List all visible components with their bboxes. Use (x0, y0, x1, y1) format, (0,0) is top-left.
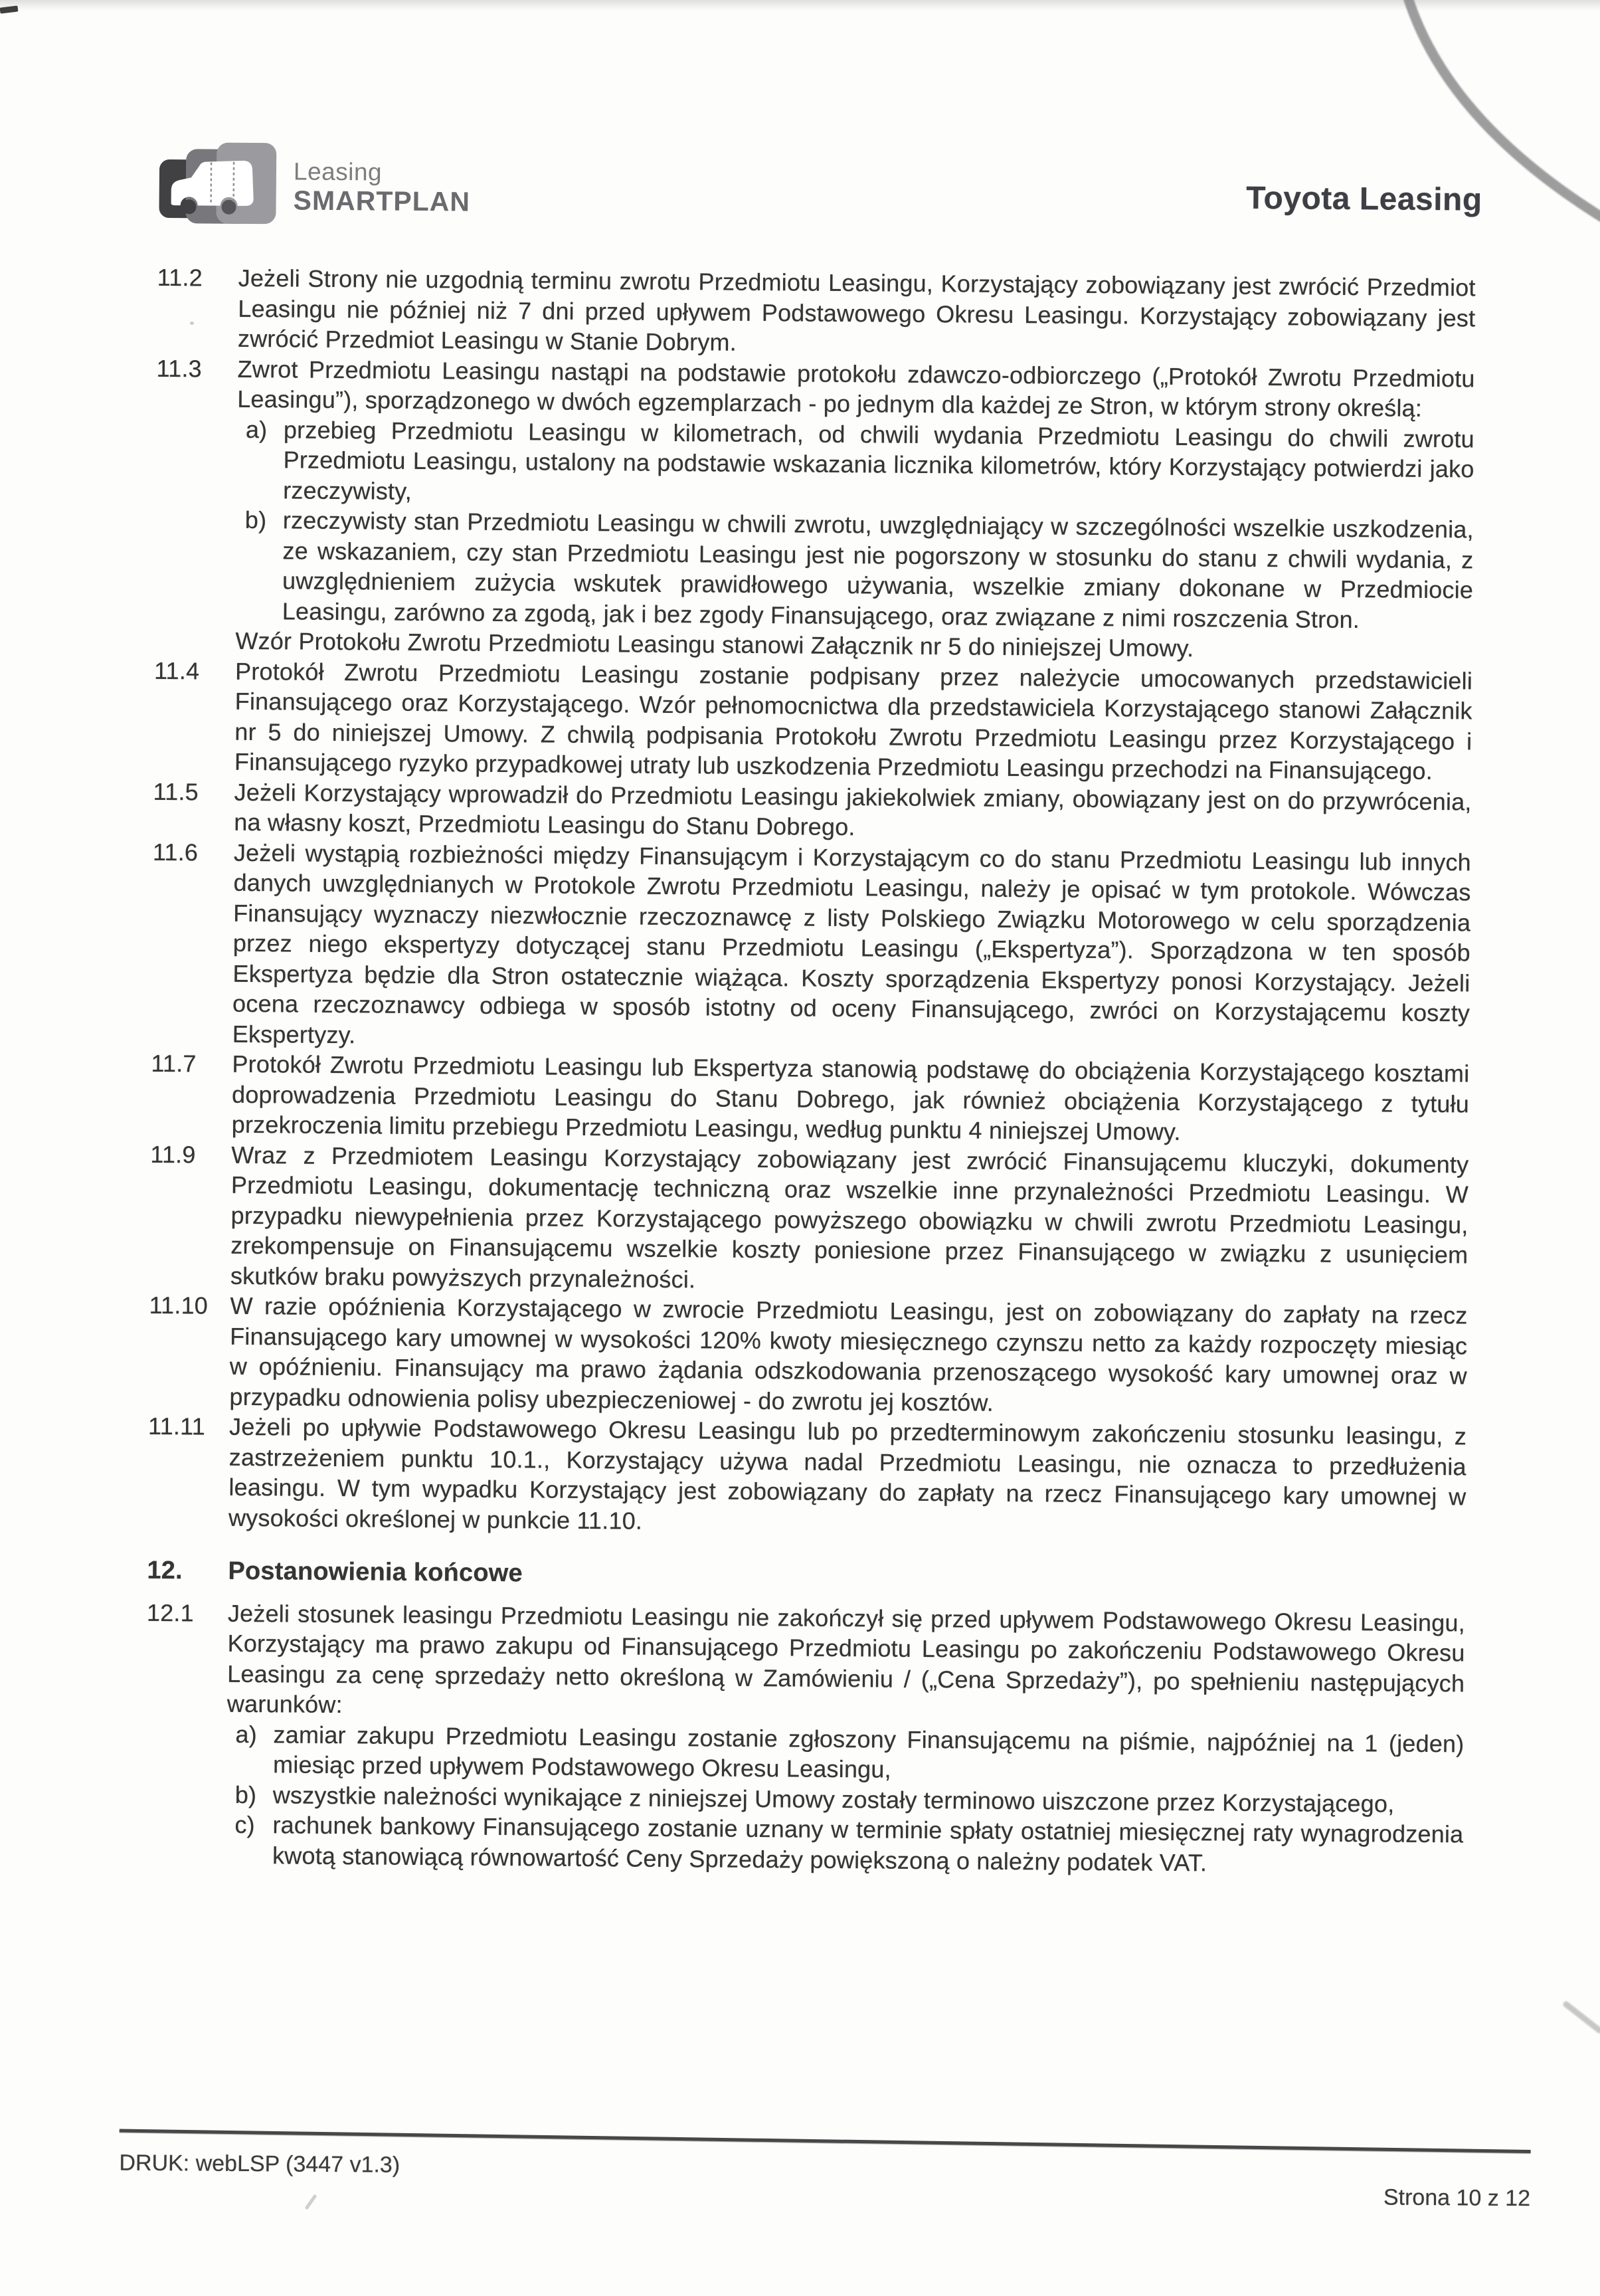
clause-text: Jeżeli po upływie Podstawowego Okresu Leasingu lub po przedterminowym zakończeniu stosunku leasingu, z zastrzeżeniem punktu 10.1., Korzystający używa nadal Przedmiotu Leasingu, nie oznacza to przedłużenia leasingu. W tym wypadku Korzystający jest zobowiązany do zapłaty na rzecz Finansującego kary umownej w wysokości określonej w punkcie 11.10. (228, 1412, 1467, 1543)
clause-number: 11.9 (150, 1139, 231, 1169)
clause-number: 11.5 (153, 776, 234, 807)
subitem-label: b) (245, 505, 283, 535)
section-number: 12. (147, 1556, 228, 1586)
clause-number: 11.6 (153, 836, 234, 867)
subitem-label: c) (234, 1810, 272, 1840)
subitem-12-1-a (145, 1718, 1465, 1789)
clause-text: Jeżeli Strony nie uzgodnią terminu zwrotu Przedmiotu Leasingu, Korzystający zobowiązany jest zwrócić Przedmiot Leasingu nie później niż 7 dni przed upływem Podstawowego Okresu Leasingu. Korzystający zobowiązany jest zwrócić Przedmiot Leasingu w Stanie Dobrym. (238, 263, 1476, 363)
subitem-label: a) (235, 1719, 273, 1749)
page-header (157, 140, 1482, 250)
smartplan-logo (157, 140, 470, 235)
clause-number: 11.10 (149, 1290, 230, 1321)
clause-11-4 (153, 655, 1472, 787)
clause-12-1 (146, 1597, 1465, 1729)
logo-wordmark (293, 158, 470, 217)
footer-divider (120, 2129, 1531, 2154)
subitem-text: wszystkie należności wynikające z niniejszej Umowy zostały terminowo uiszczone przez Korzystającego, (273, 1780, 1464, 1820)
subitem-12-1-c (145, 1809, 1464, 1880)
clause-11-11 (147, 1411, 1467, 1543)
clause-number: 12.1 (147, 1597, 228, 1628)
section-title: Postanowienia końcowe (228, 1557, 1465, 1596)
logo-line1: Leasing (294, 158, 471, 187)
clause-11-7 (151, 1048, 1470, 1149)
clause-11-3 (156, 353, 1475, 424)
logo-line2: SMARTPLAN (293, 185, 470, 217)
clause-text: Jeżeli Korzystający wprowadził do Przedmiotu Leasingu jakiekolwiek zmiany, obowiązany jest on do przywrócenia, na własny koszt, Przedmiotu Leasingu do Stanu Dobrego. (234, 777, 1472, 847)
clause-text: Zwrot Przedmiotu Leasingu nastąpi na podstawie protokołu zdawczo-odbiorczego („Protokół Zwrotu Przedmiotu Leasingu”), sporządzonego w dwóch egzemplarzach - po jednym dla każdej ze Stron, w którym strony określą: (237, 353, 1475, 424)
clause-number: 11.3 (156, 353, 237, 383)
clause-number: 11.4 (154, 655, 235, 686)
clause-number: 11.2 (157, 262, 238, 293)
clause-text: Jeżeli wystąpią rozbieżności między Finansującym i Korzystającym co do stanu Przedmiotu Leasingu lub innych danych uwzględnianych w Protokole Zwrotu Przedmiotu Leasingu, należy je opisać w tym protokole. Wówczas Finansujący wyznaczy niezwłocznie rzeczoznawcę z listy Polskiego Związku Motorowego w celu sporządzenia przez niego ekspertyzy dotyczącej stanu Przedmiotu Leasingu („Ekspertyza”). Sporządzona w ten sposób Ekspertyza będzie dla Stron ostatecznie wiążąca. Koszty sporządzenia Ekspertyzy ponosi Korzystający. Jeżeli ocena rzeczoznawcy odbiega w sposób istotny od oceny Finansującego, zwróci on Korzystającemu koszty Ekspertyzy. (232, 837, 1471, 1058)
subitem-text: przebieg Przedmiotu Leasingu w kilometrach, od chwili wydania Przedmiotu Leasingu do chwili zwrotu Przedmiotu Leasingu, ustalony na podstawie wskazania licznika kilometrów, który Korzystający potwierdzi jako rzeczywisty, (283, 415, 1474, 515)
footer-print-id: DRUK: webLSP (3447 v1.3) (119, 2151, 400, 2178)
brand-toyota-leasing: Toyota Leasing (1246, 180, 1482, 219)
van-icon (157, 140, 278, 233)
subitem-label: a) (246, 414, 284, 444)
section-12-heading (147, 1556, 1465, 1596)
clause-text: Jeżeli stosunek leasingu Przedmiotu Leasingu nie zakończył się przed upływem Podstawowego Okresu Leasingu, Korzystający ma prawo zakupu od Finansującego Przedmiotu Leasingu po zakończeniu Podstawowego Okresu Leasingu za cenę sprzedaży netto określoną w Zamówieniu / („Cena Sprzedaży”), po spełnieniu następujących warunków: (227, 1598, 1465, 1729)
footer-page-number: Strona 10 z 12 (0, 2174, 1530, 2212)
subitem-11-3-b (155, 504, 1474, 636)
clause-text: Protokół Zwrotu Przedmiotu Leasingu zostanie podpisany przez należycie umocowanych przedstawicieli Finansującego oraz Korzystającego. Wzór pełnomocnictwa dla przedstawiciela Korzystającego stanowi Załącznik nr 5 do niniejszej Umowy. Z chwilą podpisania Protokołu Zwrotu Przedmiotu Leasingu przez Korzystającego i Finansującego ryzyko przypadkowej utraty lub uszkodzenia Przedmiotu Leasingu przechodzi na Finansującego. (234, 656, 1472, 787)
contract-body (145, 262, 1476, 1880)
clause-11-6 (151, 836, 1471, 1058)
clause-number: 11.7 (151, 1048, 232, 1079)
subitem-text: zamiar zakupu Przedmiotu Leasingu zostanie zgłoszony Finansującemu na piśmie, najpóźniej na 1 (jeden) miesiąc przed upływem Podstawowego Okresu Leasingu, (273, 1719, 1465, 1789)
clause-11-10 (148, 1290, 1467, 1422)
clause-text: Wraz z Przedmiotem Leasingu Korzystający zobowiązany jest zwrócić Finansującemu kluczyki, dokumenty Przedmiotu Leasingu, dokumentację techniczną oraz wszelkie inne przynależności Przedmiotu Leasingu. W przypadku niewypełnienia przez Korzystającego powyższego obowiązku w chwili zwrotu Przedmiotu Leasingu, zrekompensuje on Finansującemu wszelkie koszty poniesione przez Finansującego w związku z usunięciem skutków braku powyższych przynależności. (230, 1139, 1469, 1300)
clause-text: W razie opóźnienia Korzystającego w zwrocie Przedmiotu Leasingu, jest on zobowiązany do zapłaty na rzecz Finansującego kary umownej w wysokości 120% kwoty miesięcznego czynszu netto za każdy rozpoczęty miesiąc w opóźnieniu. Finansujący ma prawo żądania odszkodowania przenoszącego wysokość kary umownej oraz w przypadku odnowienia polisy ubezpieczeniowej - do zwrotu jej kosztów. (229, 1291, 1467, 1422)
subitem-label: b) (235, 1779, 273, 1810)
subitem-11-3-a (155, 413, 1474, 514)
clause-text: Protokół Zwrotu Przedmiotu Leasingu lub Ekspertyza stanowią podstawę do obciążenia Korzystającego kosztami doprowadzenia Przedmiotu Leasingu do Stanu Dobrego, jak również obciążenia Korzystającego z tytułu przekroczenia limitu przebiegu Przedmiotu Leasingu, według punktu 4 niniejszej Umowy. (232, 1049, 1470, 1149)
continuation-text: Wzór Protokołu Zwrotu Przedmiotu Leasingu stanowi Załącznik nr 5 do niniejszej Umowy. (235, 626, 1472, 666)
clause-number: 11.11 (148, 1411, 229, 1442)
clause-11-5 (153, 776, 1472, 847)
clause-11-2 (157, 262, 1476, 363)
clause-11-9 (149, 1139, 1469, 1300)
subitem-text: rachunek bankowy Finansującego zostanie uznany w terminie spłaty ostatniej miesięcznej raty wynagrodzenia kwotą stanowiącą równowartość Ceny Sprzedaży powiększoną o należny podatek VAT. (272, 1810, 1464, 1879)
subitem-text: rzeczywisty stan Przedmiotu Leasingu w chwili zwrotu, uwzględniający w szczególności wszelkie uszkodzenia, ze wskazaniem, czy stan Przedmiotu Leasingu jest nie pogorszony w stosunku do stanu z chwili wydania, z uwzględnieniem zużycia wskutek prawidłowego używania, wszelkie zmiany dokonane w Przedmiocie Leasingu, zarówno za zgodą, jak i bez zgody Finansującego, oraz związane z nimi roszczenia Stron. (282, 505, 1474, 635)
